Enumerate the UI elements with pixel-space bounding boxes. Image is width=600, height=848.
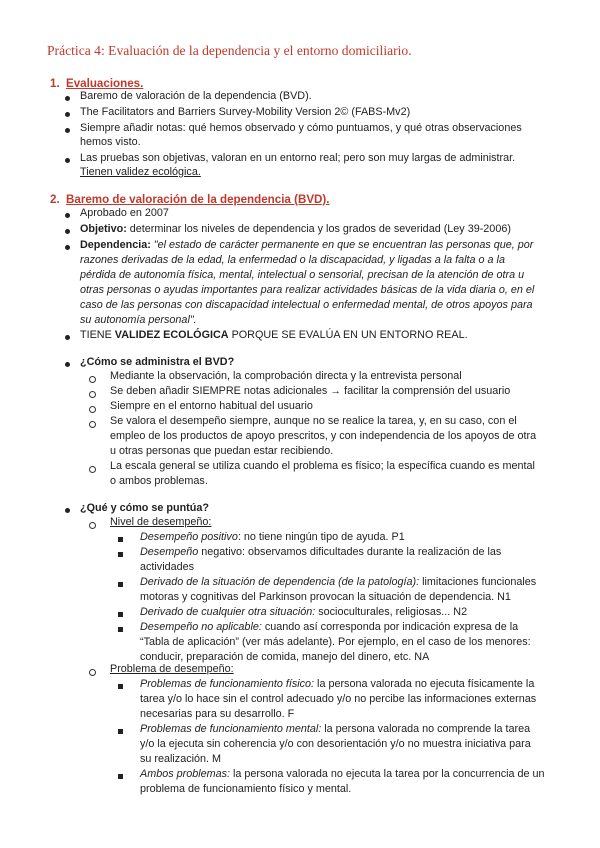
nivel-label: Nivel de desempeño: [110,516,212,528]
list-item [140,545,501,560]
list-item: The Facilitators and Barriers Survey-Mobility Version 2© (FABS-Mv2) [80,106,411,118]
bullet-icon [65,362,70,367]
section-title: Baremo de valoración de la dependencia (BVD). [66,193,330,206]
list-item: Se deben añadir SIEMPRE notas adicionales → facilitar la comprensión del usuario [110,385,511,397]
list-item-continuation: “Tabla de aplicación” (ver más adelante). Por ejemplo, en el caso de los menores: [140,636,531,648]
circle-bullet-icon [89,421,96,428]
list-item [140,605,467,620]
definition: negativo: observamos dificultades durante la realización de las [198,546,502,558]
square-bullet-icon [118,684,123,689]
section-2-heading [50,193,330,206]
bullet-icon [65,112,70,117]
list-item: Baremo de valoración de la dependencia (BVD). [80,90,312,102]
term: Derivado de cualquier otra situación: [140,606,316,618]
term: Derivado de la situación de dependencia (de la patología): [140,576,420,588]
list-item [80,328,468,343]
list-item-continuation: su realización. M [140,753,222,765]
dependencia-text: "el estado de carácter permanente en que se encuentran las personas que, por [150,239,534,251]
definition: la persona valorada no ejecuta la tarea por la concurrencia de un [230,768,545,780]
circle-bullet-icon [89,669,96,676]
square-bullet-icon [118,537,123,542]
bullet-icon [65,158,70,163]
section-number: 1. [50,77,60,90]
problema-label: Problema de desempeño: [110,663,234,675]
term: Ambos problemas: [140,768,231,780]
list-item [140,767,545,782]
list-item [80,222,511,237]
definition: socioculturales, religiosas... N2 [315,606,468,618]
definition: la persona valorada no comprende la tarea [321,723,531,735]
bullet-icon [65,213,70,218]
list-item: Mediante la observación, la comprobación directa y la entrevista personal [110,370,462,382]
square-bullet-icon [118,612,123,617]
subsection-heading: ¿Qué y cómo se puntúa? [80,502,209,514]
list-item: Aprobado en 2007 [80,207,169,219]
objetivo-text: determinar los niveles de dependencia y los grados de severidad (Ley 39-2006) [126,223,511,235]
square-bullet-icon [118,774,123,779]
list-item-continuation: o ambos problemas. [110,475,208,487]
bullet-icon [65,96,70,101]
bullet-icon [65,229,70,234]
bullet-icon [65,245,70,250]
list-item: La escala general se utiliza cuando el problema es físico; la específica cuando es mental [110,460,535,472]
dependencia-label: Dependencia: [80,239,151,251]
list-item [80,238,533,253]
list-item-continuation: pérdida de autonomía física, mental, intelectual o sensorial, precisan de la atención de otra u [80,269,525,281]
list-item: Se valora el desempeño siempre, aunque no se realice la tarea, y, en su caso, con el [110,415,517,427]
list-item [140,575,536,590]
list-item-continuation: razones derivadas de la edad, la enfermedad o la discapacidad, y ligadas a la falta o a la [80,254,505,266]
subsection-heading: ¿Cómo se administra el BVD? [80,356,235,368]
bullet-icon [65,335,70,340]
definition: cuando así corresponda por indicación expresa de la [261,621,519,633]
list-item-continuation: caso de las personas con discapacidad intelectual o enfermedad mental, de otros apoyos para [80,299,533,311]
definition: : no tiene ningún tipo de ayuda. P1 [237,531,405,543]
list-item-continuation: problema de funcionamiento físico y mental. [140,783,352,795]
list-item-continuation: conducir, preparación de comida, manejo del dinero, etc. NA [140,651,430,663]
objetivo-label: Objetivo: [80,223,127,235]
list-item [140,722,530,737]
definition: limitaciones funcionales [419,576,537,588]
list-item-continuation: actividades [140,561,195,573]
square-bullet-icon [118,729,123,734]
term: Problemas de funcionamiento mental: [140,723,322,735]
list-item: Siempre añadir notas: qué hemos observado y cómo puntuamos, y qué otras observaciones [80,122,522,134]
section-number: 2. [50,193,60,206]
square-bullet-icon [118,627,123,632]
list-item-continuation: necesarias para su desarrollo. F [140,708,295,720]
circle-bullet-icon [89,522,96,529]
square-bullet-icon [118,582,123,587]
circle-bullet-icon [89,391,96,398]
list-item-continuation: otras personas o ayudas importantes para realizar actividades básicas de la vida diaria o, en el [80,284,535,296]
term: Desempeño no aplicable: [140,621,262,633]
list-item: Siempre en el entorno habitual del usuario [110,400,313,412]
bullet-icon [65,128,70,133]
list-item: Las pruebas son objetivas, valoran en un entorno real; pero son muy largas de administrar. [80,152,516,164]
tiene-pre: TIENE [80,329,115,341]
list-item-continuation: hemos visto. [80,136,141,148]
page-title: Práctica 4: Evaluación de la dependencia y el entorno domiciliario. [47,43,412,58]
section-title: Evaluaciones. [66,77,144,90]
list-item-continuation: su autonomía personal". [80,314,197,326]
list-item [140,620,518,635]
term: Problemas de funcionamiento físico: [140,678,315,690]
term: Desempeño [140,546,199,558]
tiene-post: PORQUE SE EVALÚA EN UN ENTORNO REAL. [228,329,468,341]
list-item-continuation: Tienen validez ecológica. [80,166,201,178]
list-item-continuation: u otras personas que puedan estar recibiendo. [110,445,334,457]
circle-bullet-icon [89,376,96,383]
list-item-continuation: empleo de los productos de apoyo prescritos, y con independencia de los apoyos de otra [110,430,537,442]
circle-bullet-icon [89,466,96,473]
list-item-continuation: tarea y/o lo hace sin el control adecuado y/o no percibe las informaciones externas [140,693,537,705]
square-bullet-icon [118,552,123,557]
list-item-continuation: motoras y cognitivas del Parkinson provocan la situación de dependencia. N1 [140,591,511,603]
validez-ecologica: VALIDEZ ECOLÓGICA [114,329,229,341]
circle-bullet-icon [89,406,96,413]
definition: la persona valorada no ejecuta físicamente la [314,678,535,690]
list-item [140,530,405,545]
bullet-icon [65,508,70,513]
term: Desempeño positivo [140,531,238,543]
list-item-continuation: y/o la ejecuta sin coherencia y/o con desorientación y/o no muestra iniciativa para [140,738,531,750]
list-item [140,677,534,692]
